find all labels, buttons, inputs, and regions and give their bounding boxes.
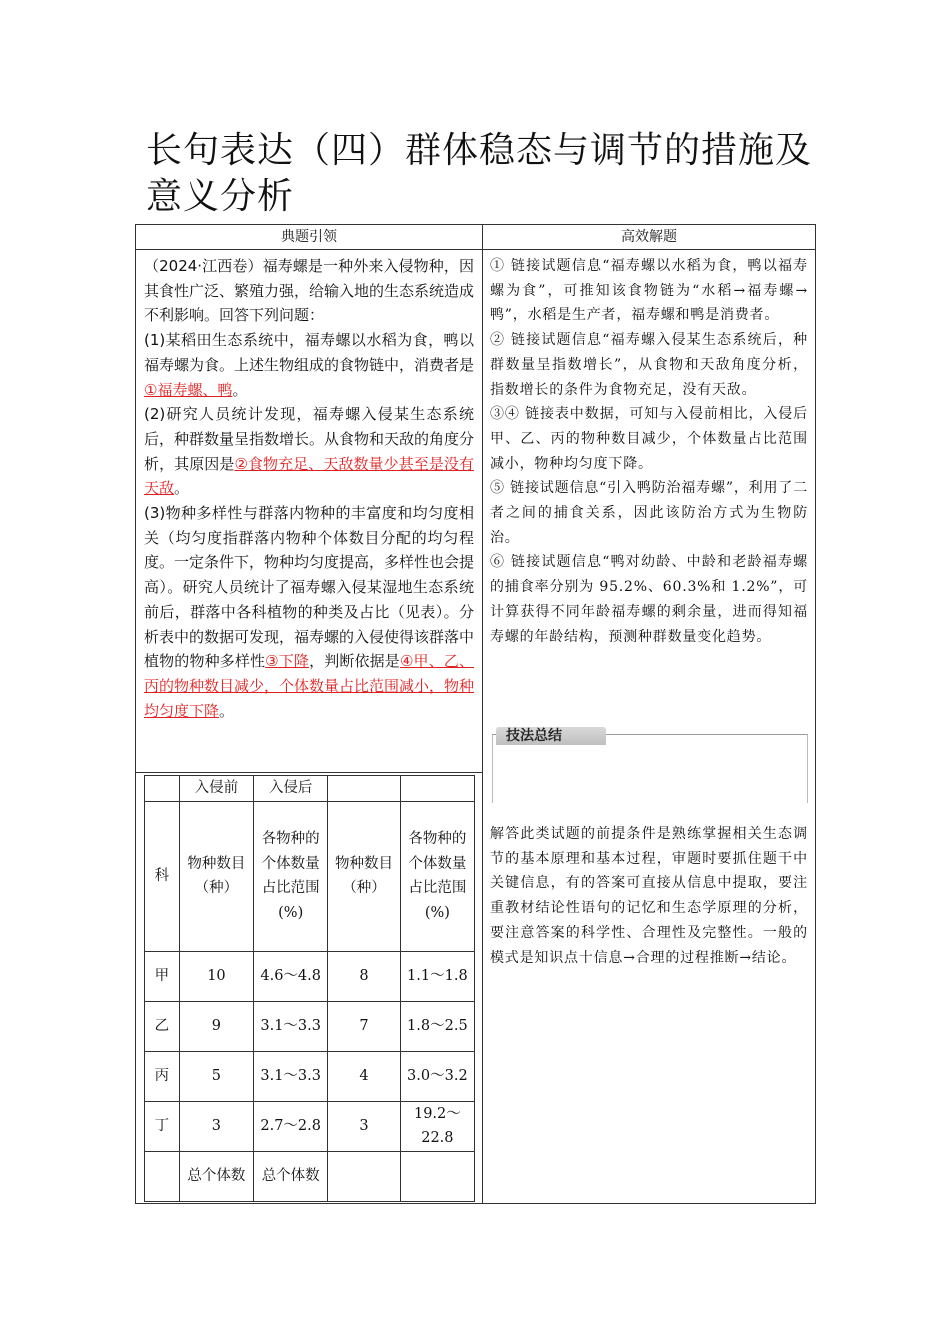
header-before: 入侵前 <box>179 776 253 802</box>
col-species-before: 物种数目（种） <box>179 801 253 951</box>
table-row: 丁 3 2.7～2.8 3 19.2～22.8 <box>145 1101 475 1151</box>
solution-step-5: ⑥ 链接试题信息“鸭对幼龄、中龄和老龄福寿螺的捕食率分别为 95.2%、60.3%和 1.2%”，可计算获得不同年龄福寿螺的剩余量，进而得知福寿螺的年龄结构，预测种群数量变化趋势。 <box>490 554 808 645</box>
content-frame <box>135 224 816 1204</box>
footer-after: 总个体数 <box>254 1151 328 1201</box>
col-share-after: 各物种的个体数量占比范围(%) <box>400 801 474 951</box>
col-share-before: 各物种的个体数量占比范围(%) <box>254 801 328 951</box>
solution-step-1: ① 链接试题信息“福寿螺以水稻为食，鸭以福寿螺为食”，可推知该食物链为“水稻→福寿螺→鸭”，水稻是生产者，福寿螺和鸭是消费者。 <box>490 258 808 324</box>
page-title: 长句表达（四）群体稳态与调节的措施及意义分析 <box>146 130 813 217</box>
footer-before: 总个体数 <box>179 1151 253 1201</box>
question-intro: （2024·江西卷）福寿螺是一种外来入侵物种，因其食性广泛、繁殖力强，给输入地的生态系统造成不利影响。回答下列问题： <box>144 257 475 325</box>
table-row: 丙 5 3.1～3.3 4 3.0～3.2 <box>145 1051 475 1101</box>
left-column-header: 典题引领 <box>136 225 482 250</box>
answer-2: ②食物充足、天敌数量少甚至是没有天敌 <box>144 454 474 498</box>
column-divider <box>482 225 483 1203</box>
species-table <box>144 775 475 1202</box>
question-2: (2)研究人员统计发现，福寿螺入侵某生态系统后，种群数量呈指数增长。从食物和天敌的角度分析，其原因是②食物充足、天敌数量少甚至是没有天敌。 <box>144 405 475 498</box>
col-species-after: 物种数目（种） <box>328 801 401 951</box>
col-family: 科 <box>145 801 180 951</box>
solution-step-2: ② 链接试题信息“福寿螺入侵某生态系统后，种群数量呈指数增长”，从食物和天敌角度分析，指数增长的条件为食物充足，没有天敌。 <box>490 332 808 398</box>
table-row: 乙 9 3.1～3.3 7 1.8～2.5 <box>145 1001 475 1051</box>
table-row: 甲 10 4.6～4.8 8 1.1～1.8 <box>145 951 475 1001</box>
table-row <box>145 1151 475 1201</box>
question-3: (3)物种多样性与群落内物种的丰富度和均匀度相关（均匀度指群落内物种个体数目分配的均匀程度。一定条件下，物种均匀度提高，多样性也会提高）。研究人员统计了福寿螺入侵某湿地生态系统前后，群落中各科植物的种类及占比（见表）。分析表中的数据可发现，福寿螺的入侵使得该群落中植物的物种多样性③下降，判断依据是④甲、乙、丙的物种数目减少，个体数量占比范围减小，物种均匀度下降。 <box>144 504 475 720</box>
question-box-bottom <box>136 772 482 773</box>
right-column-header: 高效解题 <box>483 225 815 250</box>
solution-step-3: ③④ 链接表中数据，可知与入侵前相比，入侵后甲、乙、丙的物种数目减少，个体数量占比范围减小，物种均匀度下降。 <box>490 406 808 472</box>
question-text <box>144 254 474 723</box>
answer-4: ④甲、乙、丙的物种数目减少，个体数量占比范围减小，物种均匀度下降 <box>144 652 475 720</box>
solution-text <box>490 254 808 649</box>
answer-1: ①福寿螺、鸭 <box>144 380 233 399</box>
header-after: 入侵后 <box>254 776 328 802</box>
solution-step-4: ⑤ 链接试题信息“引入鸭防治福寿螺”，利用了二者之间的捕食关系，因此该防治方式为生物防治。 <box>490 480 808 546</box>
method-summary: 解答此类试题的前提条件是熟练掌握相关生态调节的基本原理和基本过程，审题时要抓住题干中关键信息，有的答案可直接从信息中提取，要注重教材结论性语句的记忆和生态学原理的分析，要注意答案的科学性、合理性及完整性。一般的模式是知识点十信息→合理的过程推断→结论。 <box>490 826 808 966</box>
question-1: (1)某稻田生态系统中，福寿螺以水稻为食，鸭以福寿螺为食。上述生物组成的食物链中，消费者是①福寿螺、鸭。 <box>144 331 475 399</box>
method-badge: 技法总结 <box>496 727 606 745</box>
answer-3: ③下降 <box>265 652 310 671</box>
